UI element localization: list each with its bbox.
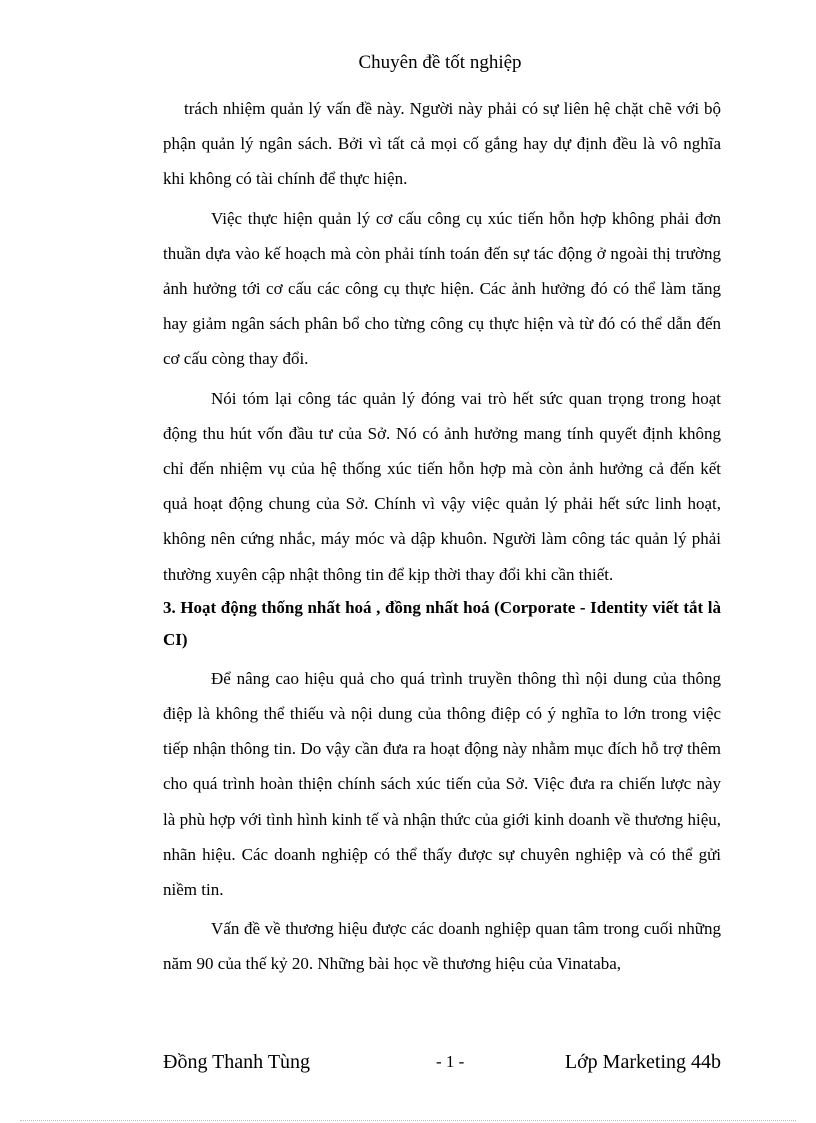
document-body bbox=[163, 91, 721, 982]
page-header bbox=[0, 50, 816, 76]
body-paragraph-3: Nói tóm lại công tác quản lý đóng vai trò hết sức quan trọng trong hoạt động thu hút vốn đầu tư của Sở. Nó có ảnh hưởng mang tính quyết định không chỉ đến nhiệm vụ của hệ thống xúc tiến hỗn hợp mà còn ảnh hưởng cả đến kết quả hoạt động chung của Sở. Chính vì vậy việc quản lý phải hết sức linh hoạt, không nên cứng nhắc, máy móc và dập khuôn. Người làm công tác quản lý phải thường xuyên cập nhật thông tin để kịp thời thay đổi khi cần thiết. bbox=[163, 388, 721, 584]
body-paragraph-1: trách nhiệm quản lý vấn đề này. Người này phải có sự liên hệ chặt chẽ với bộ phận quản lý ngân sách. Bởi vì tất cả mọi cố gắng hay dự định đều là vô nghĩa khi không có tài chính để thực hiện. bbox=[163, 99, 721, 189]
body-paragraph-4: Để nâng cao hiệu quả cho quá trình truyền thông thì nội dung của thông điệp là không thể thiếu và nội dung của thông điệp có ý nghĩa to lớn trong việc tiếp nhận thông tin. Do vậy cần đưa ra hoạt động này nhằm mục đích hỗ trợ thêm cho quá trình hoàn thiện chính sách xúc tiến của Sở. Việc đưa ra chiến lược này là phù hợp với tình hình kinh tế và nhận thức của giới kinh doanh về thương hiệu, nhãn hiệu. Các doanh nghiệp có thể thấy được sự chuyên nghiệp và có thể gửi niềm tin. bbox=[163, 668, 721, 900]
page-bottom-border bbox=[20, 1120, 796, 1121]
page-footer bbox=[163, 1047, 721, 1077]
section-heading: 3. Hoạt động thống nhất hoá , đồng nhất hoá (Corporate - Identity viết tắt là CI) bbox=[163, 597, 721, 650]
footer-page-number: - 1 - bbox=[436, 1052, 465, 1071]
page-header-title: Chuyên đề tốt nghiệp bbox=[358, 52, 522, 73]
body-paragraph-5: Vấn đề về thương hiệu được các doanh nghiệp quan tâm trong cuối những năm 90 của thế kỷ 20. Những bài học về thương hiệu của Vinataba, bbox=[163, 919, 721, 974]
body-paragraph-2: Việc thực hiện quản lý cơ cấu công cụ xúc tiến hỗn hợp không phải đơn thuần dựa vào kế hoạch mà còn phải tính toán đến sự tác động ở ngoài thị trường ảnh hưởng tới cơ cấu các công cụ thực hiện. Các ảnh hưởng đó có thể làm tăng hay giảm ngân sách phân bổ cho từng công cụ thực hiện và từ đó có thể dẫn đến cơ cấu còng thay đổi. bbox=[163, 208, 721, 369]
footer-author: Đồng Thanh Tùng bbox=[163, 1051, 311, 1073]
footer-class-name: Lớp Marketing 44b bbox=[564, 1051, 721, 1073]
